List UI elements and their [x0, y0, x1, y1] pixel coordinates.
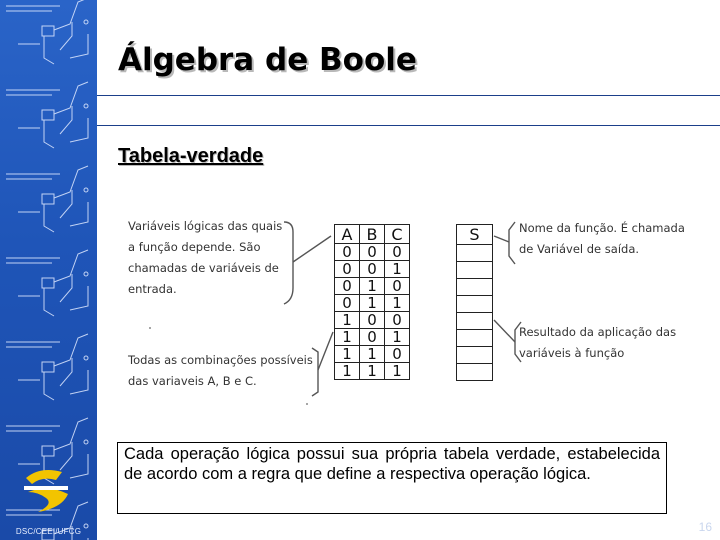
table-row [457, 279, 493, 296]
table-cell: 0 [335, 261, 360, 278]
sidebar-tile [6, 250, 88, 316]
section-subtitle: Tabela-verdade [118, 145, 264, 167]
table-cell: 1 [385, 329, 410, 346]
table-row [457, 245, 493, 262]
table-cell: 0 [385, 312, 410, 329]
table-cell: 0 [360, 261, 385, 278]
table-row [457, 330, 493, 347]
sidebar-decoration [0, 0, 97, 540]
sidebar [0, 0, 97, 540]
note-line: chamadas de variáveis de [128, 261, 279, 275]
title-rule-bottom [97, 125, 720, 126]
output-column-body [457, 245, 493, 381]
note-function-name [519, 218, 685, 260]
sidebar-tile [6, 166, 88, 232]
output-cell [457, 313, 493, 330]
note-line: a função depende. São [128, 240, 261, 254]
table-row [335, 244, 410, 261]
table-row [457, 262, 493, 279]
note-combinations [128, 350, 313, 392]
table-cell: 1 [335, 329, 360, 346]
note-line: de Variável de saída. [519, 242, 640, 256]
output-cell [457, 364, 493, 381]
table-cell: 0 [385, 346, 410, 363]
note-line: Variáveis lógicas das quais [128, 219, 283, 233]
table-cell: 1 [360, 295, 385, 312]
output-cell [457, 262, 493, 279]
page-number: 16 [698, 520, 712, 534]
caption-box [117, 442, 667, 514]
note-input-variables [128, 216, 282, 300]
title-rule-top [97, 95, 720, 96]
connector-function-name [494, 236, 509, 242]
table-row [335, 278, 410, 295]
table-cell: 0 [335, 295, 360, 312]
note-line: Resultado da aplicação das [519, 325, 677, 339]
sidebar-footer: DSC/CEEI/UFCG [15, 527, 82, 536]
output-column [456, 224, 493, 381]
output-cell [457, 330, 493, 347]
output-cell [457, 347, 493, 364]
connector-combinations [318, 332, 333, 370]
note-line: das variaveis A, B e C. [128, 374, 257, 388]
connector-result [494, 320, 515, 342]
sidebar-tile [6, 334, 88, 400]
stray-dot [306, 403, 308, 405]
logo-icon [24, 470, 68, 512]
column-header-b: B [360, 225, 385, 244]
truth-table-body [335, 244, 410, 380]
table-cell: 0 [385, 278, 410, 295]
page-title: Álgebra de Boole [118, 42, 417, 78]
table-cell: 1 [335, 312, 360, 329]
caption-text: Cada operação lógica possui sua própria tabela verdade, estabelecida de acordo com a regra que define a respectiva operação lógica. [124, 445, 660, 483]
sidebar-tile [6, 82, 88, 148]
brace-function-name [509, 222, 515, 264]
table-row [457, 347, 493, 364]
table-row [335, 329, 410, 346]
note-result [519, 322, 676, 364]
table-cell: 0 [335, 278, 360, 295]
connector-input-variables [293, 236, 331, 262]
column-header-c: C [385, 225, 410, 244]
output-cell [457, 279, 493, 296]
table-row [335, 346, 410, 363]
table-cell: 0 [335, 244, 360, 261]
note-line: entrada. [128, 282, 177, 296]
table-row [335, 312, 410, 329]
table-cell: 0 [360, 312, 385, 329]
table-cell: 1 [360, 278, 385, 295]
column-header-s: S [457, 225, 493, 245]
table-row [335, 261, 410, 278]
stray-dot [149, 327, 151, 329]
table-cell: 1 [335, 346, 360, 363]
output-cell [457, 296, 493, 313]
brace-input-variables [284, 222, 293, 304]
table-row [457, 296, 493, 313]
table-cell: 0 [360, 329, 385, 346]
output-cell [457, 245, 493, 262]
column-header-a: A [335, 225, 360, 244]
table-row [457, 313, 493, 330]
sidebar-tile [6, 0, 88, 64]
table-cell: 1 [360, 346, 385, 363]
note-line: variáveis à função [519, 346, 625, 360]
table-cell: 0 [385, 244, 410, 261]
table-row [335, 363, 410, 380]
table-cell: 1 [385, 295, 410, 312]
table-row [457, 364, 493, 381]
table-row [335, 295, 410, 312]
table-cell: 0 [360, 244, 385, 261]
table-cell: 1 [385, 363, 410, 380]
note-line: Todas as combinações possíveis [128, 353, 313, 367]
note-line: Nome da função. É chamada [519, 221, 685, 235]
table-cell: 1 [360, 363, 385, 380]
truth-table [334, 224, 410, 380]
table-cell: 1 [385, 261, 410, 278]
table-cell: 1 [335, 363, 360, 380]
